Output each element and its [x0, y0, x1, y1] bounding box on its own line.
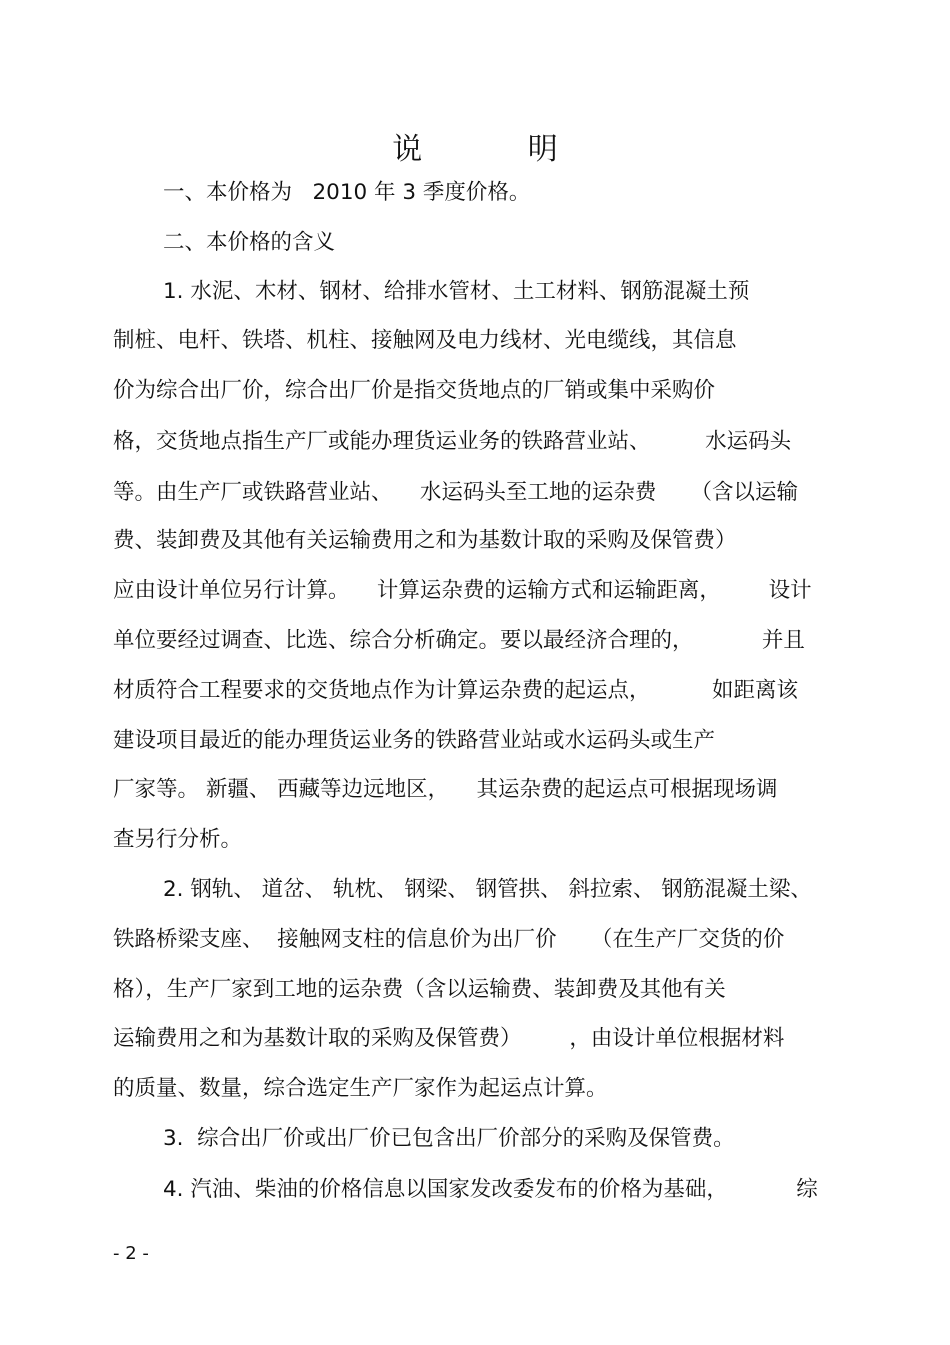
text-line: 一、本价格为 2010 年 3 季度价格。 [163, 180, 531, 205]
text-line: 运输费用之和为基数计取的采购及保管费） ，由设计单位根据材料 [113, 1026, 785, 1051]
text-line: 的质量、数量，综合选定生产厂家作为起运点计算。 [113, 1076, 608, 1101]
text-line: 2. 钢轨、 道岔、 轨枕、 钢梁、 钢管拱、 斜拉索、 钢筋混凝土梁、 [163, 877, 812, 902]
text-line: 厂家等。 新疆、 西藏等边远地区， 其运杂费的起运点可根据现场调 [113, 777, 778, 802]
document-title: 说 明 [392, 132, 606, 167]
text-line: 单位要经过调查、比选、综合分析确定。要以最经济合理的， 并且 [113, 628, 805, 653]
text-line: 二、本价格的含义 [163, 230, 336, 255]
text-line: 建设项目最近的能办理货运业务的铁路营业站或水运码头或生产 [113, 728, 716, 753]
page-number: - 2 - [113, 1243, 149, 1264]
text-line: 费、装卸费及其他有关运输费用之和为基数计取的采购及保管费） [113, 528, 737, 553]
text-line: 格），生产厂家到工地的运杂费（含以运输费、装卸费及其他有关 [113, 977, 726, 1002]
text-line: 格，交货地点指生产厂或能办理货运业务的铁路营业站、 水运码头 [113, 429, 792, 454]
text-line: 查另行分析。 [113, 827, 243, 852]
text-line: 材质符合工程要求的交货地点作为计算运杂费的起运点， 如距离该 [113, 678, 799, 703]
text-line: 1. 水泥、木材、钢材、给排水管材、土工材料、钢筋混凝土预 [163, 279, 750, 304]
text-line: 价为综合出厂价，综合出厂价是指交货地点的厂销或集中采购价 [113, 378, 716, 403]
text-line: 3. 综合出厂价或出厂价已包含出厂价部分的采购及保管费。 [163, 1126, 735, 1151]
text-line: 应由设计单位另行计算。 计算运杂费的运输方式和运输距离， 设计 [113, 578, 812, 603]
text-line: 4. 汽油、柴油的价格信息以国家发改委发布的价格为基础， 综 [163, 1177, 818, 1202]
text-line: 制桩、电杆、铁塔、机柱、接触网及电力线材、光电缆线，其信息 [113, 328, 737, 353]
text-line: 铁路桥梁支座、 接触网支柱的信息价为出厂价 （在生产厂交货的价 [113, 927, 785, 952]
text-line: 等。由生产厂或铁路营业站、 水运码头至工地的运杂费 （含以运输 [113, 480, 799, 505]
